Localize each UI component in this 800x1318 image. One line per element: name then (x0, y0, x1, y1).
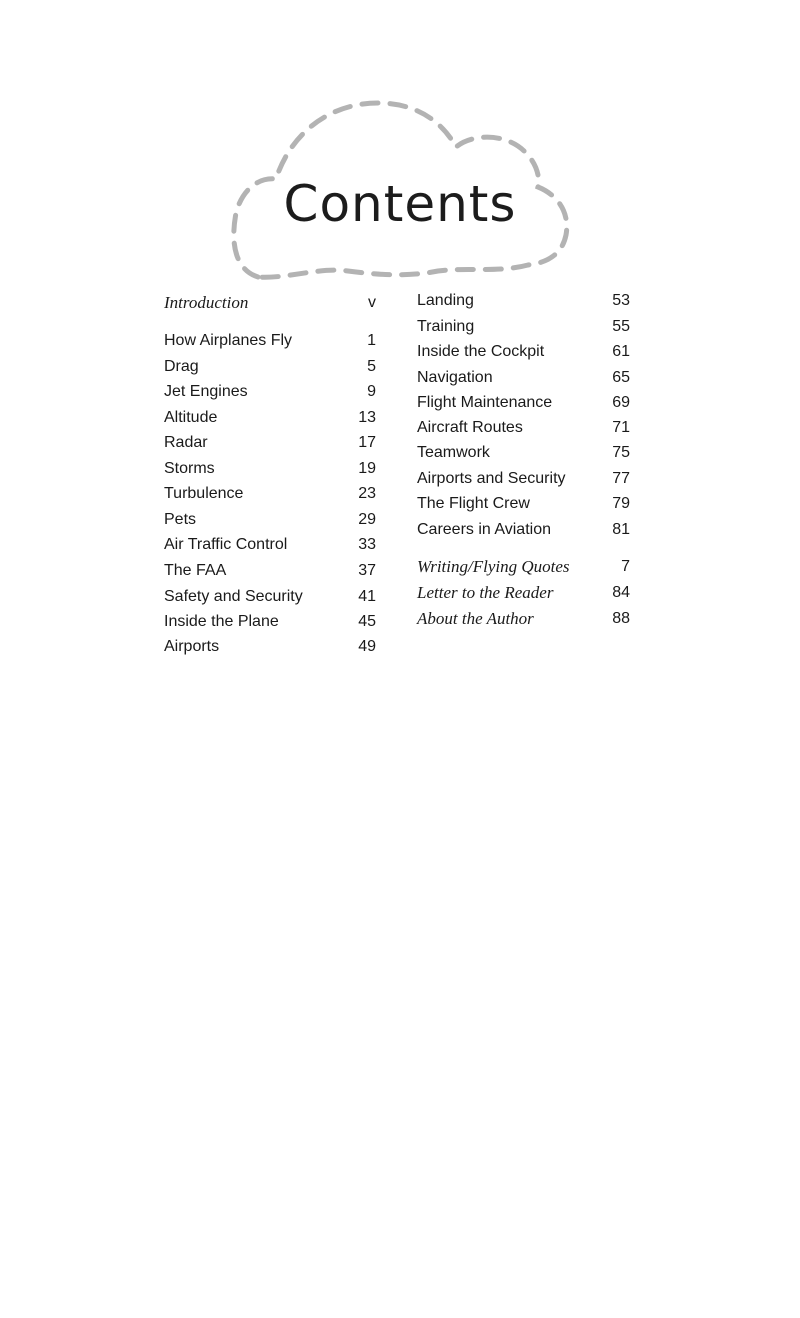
toc-entry-title: Drag (164, 358, 199, 375)
toc-entry-title: Radar (164, 434, 208, 451)
toc-entry-title: Inside the Plane (164, 613, 279, 630)
toc-entry-page-number: 55 (612, 318, 630, 335)
toc-entry-page-number: 23 (358, 485, 376, 502)
toc-entry-title: Introduction (164, 293, 249, 312)
toc-entry-page-number: 49 (358, 638, 376, 655)
toc-entry-page-number: 88 (612, 610, 630, 627)
toc-entry-title: How Airplanes Fly (164, 332, 293, 349)
toc-entry-title: Teamwork (417, 444, 490, 461)
toc-entry-title: Training (417, 318, 475, 335)
toc-entry-page-number: 7 (621, 558, 630, 575)
toc-entry-title: Turbulence (164, 485, 244, 502)
toc-entry-page-number: 77 (612, 470, 630, 487)
toc-entry-page-number: 79 (612, 495, 630, 512)
toc-entry-page-number: 84 (612, 584, 630, 601)
toc-entry-title: Landing (417, 292, 474, 309)
toc-entry-page-number: 61 (612, 343, 630, 360)
toc-entry-page-number: 45 (358, 613, 376, 630)
toc-entry-page-number: 37 (358, 562, 376, 579)
toc-entry-title: Pets (164, 511, 197, 528)
toc-entry-title: Flight Maintenance (417, 394, 553, 411)
toc-entry-title: Jet Engines (164, 383, 248, 400)
toc-entry-page-number: 81 (612, 521, 630, 538)
toc-entry-title: Altitude (164, 409, 218, 426)
toc-entry-title: The FAA (164, 562, 227, 579)
toc-entry-page-number: 1 (367, 332, 376, 349)
page-title: Contents (283, 175, 517, 233)
toc-entry-page-number: 5 (367, 358, 376, 375)
toc-entry-title: Aircraft Routes (417, 419, 523, 436)
toc-entry-title: Letter to the Reader (417, 583, 554, 602)
toc-entry-title: Careers in Aviation (417, 521, 551, 538)
toc-entry-page-number: 41 (358, 588, 376, 605)
toc-entry-page-number: 71 (612, 419, 630, 436)
toc-entry-title: Air Traffic Control (164, 536, 288, 553)
toc-entry-page-number: 17 (358, 434, 376, 451)
toc-entry-page-number: 29 (358, 511, 376, 528)
toc-entry-title: Writing/Flying Quotes (417, 557, 570, 576)
toc-entry-page-number: 13 (358, 409, 376, 426)
toc-entry-title: Storms (164, 460, 215, 477)
toc-entry-title: About the Author (417, 609, 534, 628)
toc-entry-title: The Flight Crew (417, 495, 530, 512)
toc-entry-title: Safety and Security (164, 588, 303, 605)
toc-entry-title: Inside the Cockpit (417, 343, 545, 360)
toc-entry-title: Navigation (417, 369, 493, 386)
toc-entry-page-number: v (368, 294, 376, 311)
toc-entry-title: Airports and Security (417, 470, 566, 487)
toc-entry-page-number: 19 (358, 460, 376, 477)
toc-entry-page-number: 69 (612, 394, 630, 411)
toc-entry-page-number: 33 (358, 536, 376, 553)
toc-entry-page-number: 75 (612, 444, 630, 461)
toc-entry-page-number: 65 (612, 369, 630, 386)
toc-entry-title: Airports (164, 638, 220, 655)
toc-entry-page-number: 53 (612, 292, 630, 309)
toc-entry-page-number: 9 (367, 383, 376, 400)
